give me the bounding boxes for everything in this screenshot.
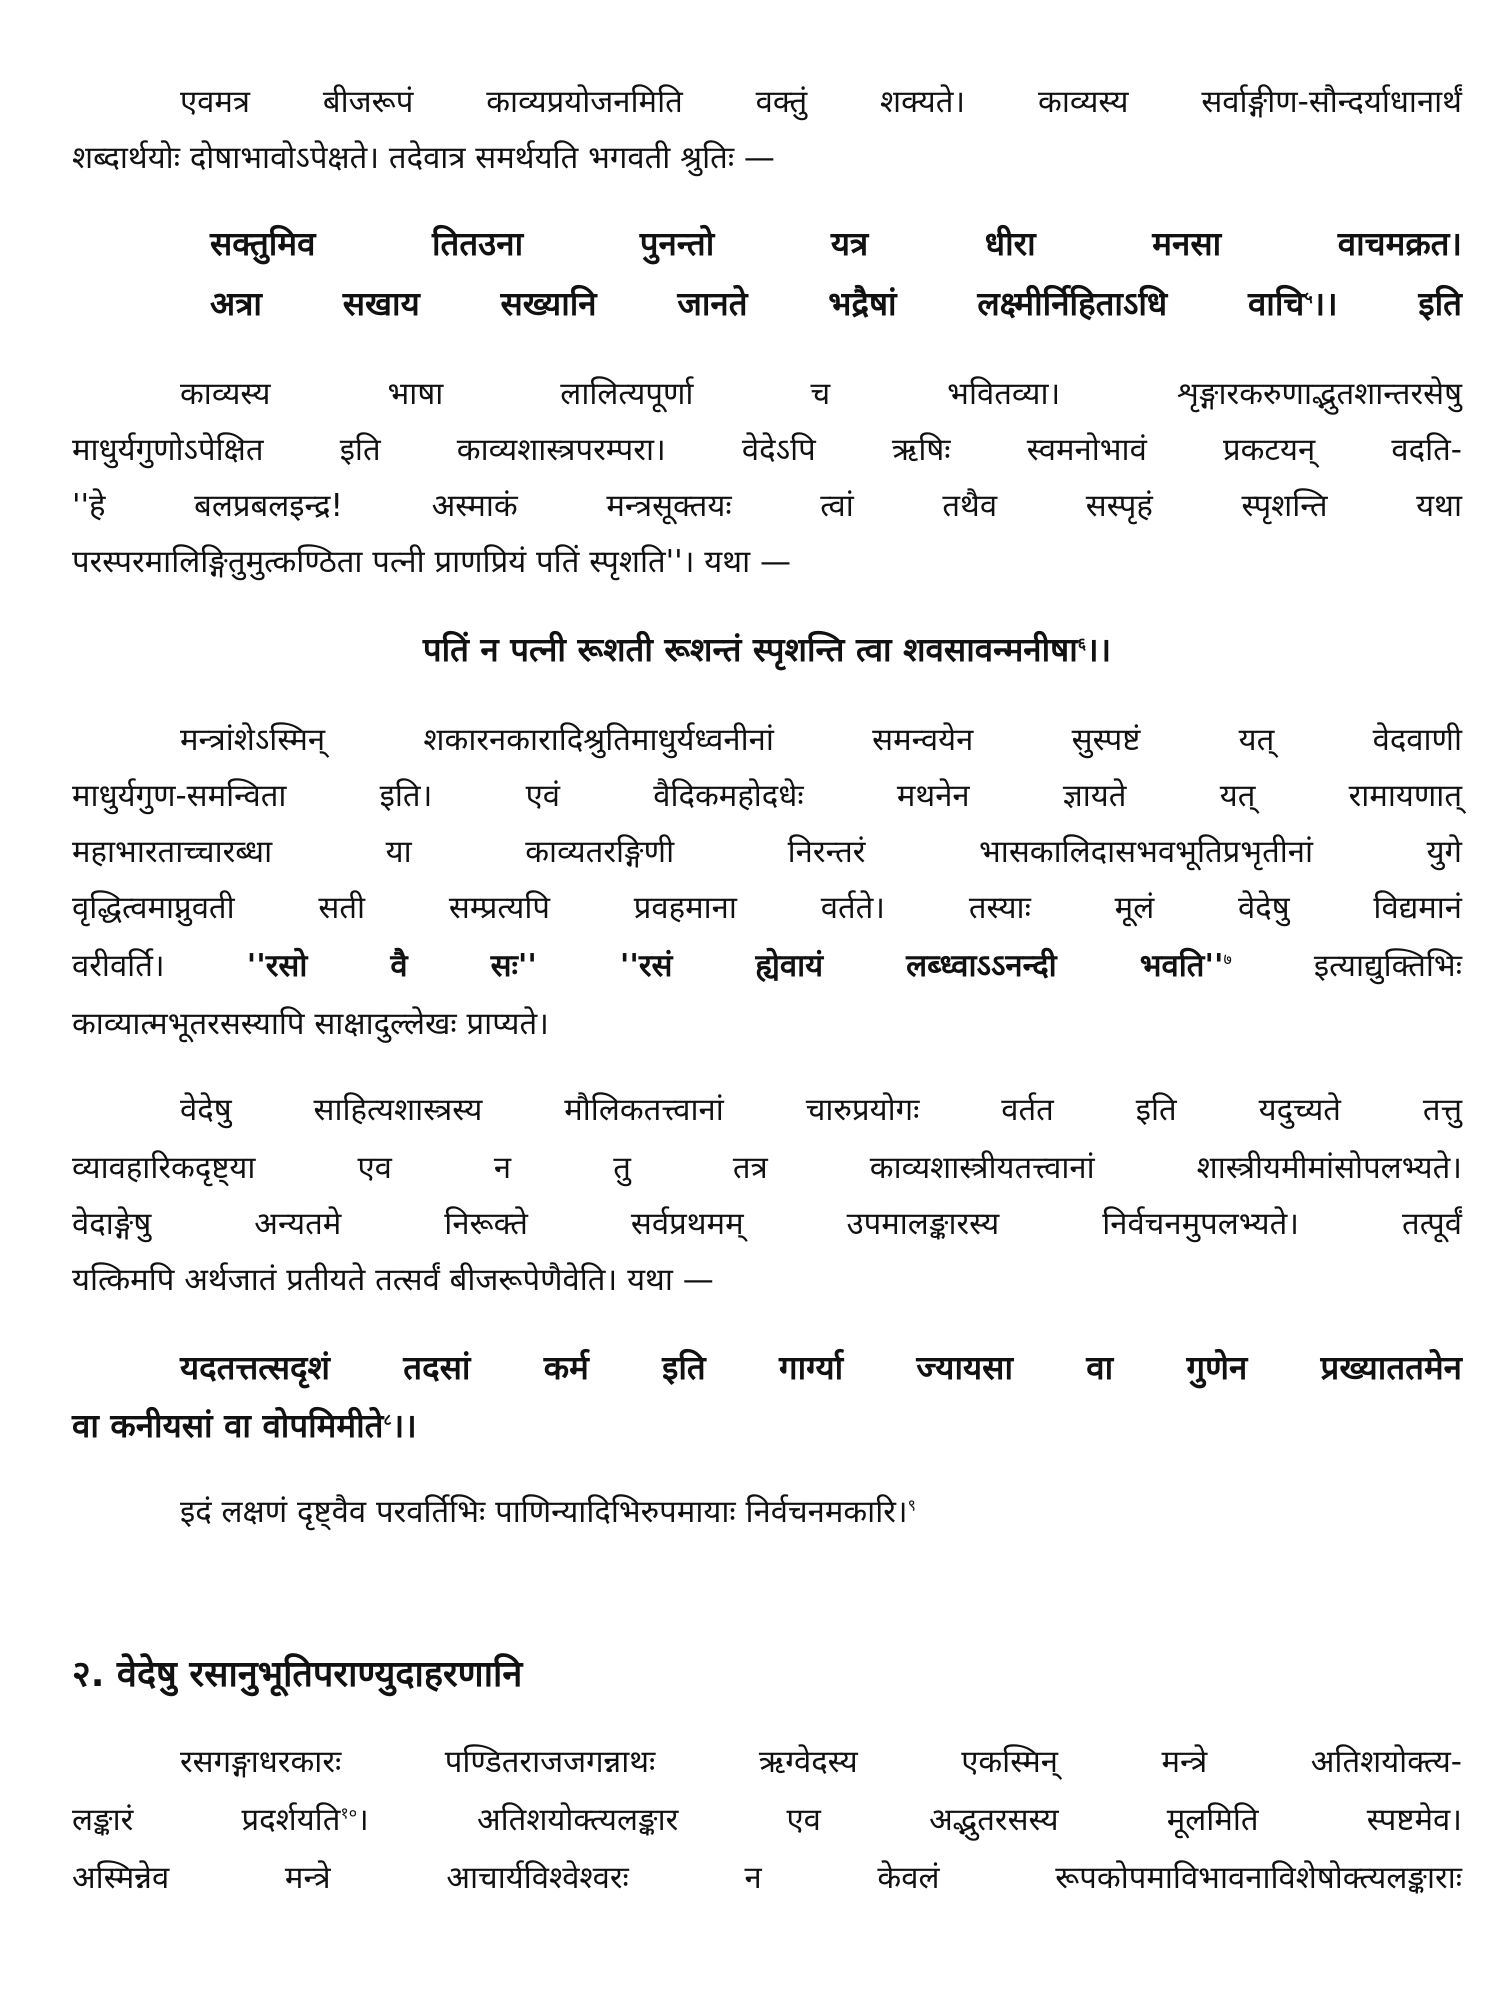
footnote-marker: १० — [340, 1803, 358, 1823]
paragraph-line — [180, 1490, 1462, 1534]
footnote-marker: ५ — [1304, 288, 1313, 307]
verse-text: अत्रा सखाय सख्यानि जानते भद्रैषां लक्ष्मीर्निहिताऽधि वाचि — [210, 284, 1305, 323]
verse-text: ।। इति — [1312, 284, 1462, 323]
text-run: लङ्कारं प्रदर्शयति — [72, 1802, 341, 1838]
paragraph-line: काव्यात्मभूतरसस्यापि साक्षादुल्लेखः प्राप्यते। — [72, 1006, 549, 1042]
paragraph-line: वेदेषु साहित्यशास्त्रस्य मौलिकतत्त्वानां चारुप्रयोगः वर्तत इति यदुच्यते तत्तु — [180, 1092, 1462, 1128]
verse-line — [72, 1404, 1462, 1448]
paragraph-line: परस्परमालिङ्गितुमुत्कण्ठिता पत्नी प्राणप्रियं पतिं स्पृशति''। यथा — — [72, 544, 791, 580]
paragraph-line: अस्मिन्नेव मन्त्रे आचार्यविश्वेश्वरः न केवलं रूपकोपमाविभावनाविशेषोक्त्यलङ्काराः — [72, 1860, 1462, 1896]
paragraph-line: व्यावहारिकदृष्ट्या एव न तु तत्र काव्यशास्त्रीयतत्त्वानां शास्त्रीयमीमांसोपलभ्यते। — [72, 1150, 1462, 1186]
text-run: इदं लक्षणं दृष्ट्वैव परवर्तिभिः पाणिन्यादिभिरुपमायाः निर्वचनमकारि। — [180, 1494, 908, 1530]
paragraph-line: शब्दार्थयोः दोषाभावोऽपेक्षते। तदेवात्र समर्थयति भगवती श्रुतिः — — [72, 140, 775, 176]
verse-text: वा कनीयसां वा वोपमिमीते — [72, 1406, 384, 1445]
footnote-marker: ९ — [907, 1495, 916, 1515]
text-run: । अतिशयोक्त्यलङ्कार एव अद्भुतरसस्य मूलमिति स्पष्टमेव। — [357, 1802, 1463, 1838]
footnote-marker: ७ — [1223, 949, 1232, 969]
paragraph-line — [72, 944, 1462, 988]
footnote-marker: ६ — [1077, 634, 1087, 653]
paragraph-line: मन्त्रांशेऽस्मिन् शकारनकारादिश्रुतिमाधुर्यध्वनीनां समन्वयेन सुस्पष्टं यत् वेदवाणी — [180, 722, 1462, 758]
verse-text: पतिं न पत्नी रूशती रूशन्तं स्पृशन्ति त्वा शवसावन्मनीषा — [422, 630, 1078, 669]
footnote-marker: ८ — [383, 1410, 392, 1429]
paragraph-line: एवमत्र बीजरूपं काव्यप्रयोजनमिति वक्तुं शक्यते। काव्यस्य सर्वाङ्गीण-सौन्दर्याधानार्थं — [180, 84, 1462, 120]
verse-line: यदतत्तत्सदृशं तदसां कर्म इति गार्ग्या ज्यायसा वा गुणेन प्रख्याततमेन — [180, 1348, 1462, 1387]
paragraph-line: वेदाङ्गेषु अन्यतमे निरूक्ते सर्वप्रथमम् उपमालङ्कारस्य निर्वचनमुपलभ्यते। तत्पूर्वं — [72, 1206, 1462, 1242]
verse-text: ।। — [1086, 630, 1112, 669]
paragraph-line: वृद्धित्वमाप्नुवती सती सम्प्रत्यपि प्रवहमाना वर्तते। तस्याः मूलं वेदेषु विद्यमानं — [72, 890, 1462, 926]
quotation: ''रसो वै सः'' ''रसं ह्येवायं लब्ध्वाऽऽनन्दी भवति'' — [246, 948, 1224, 984]
text-run: इत्याद्युक्तिभिः — [1313, 948, 1462, 984]
verse-line: सक्तुमिव तितउना पुनन्तो यत्र धीरा मनसा वाचमक्रत। — [210, 224, 1462, 263]
paragraph-line: ''हे बलप्रबलइन्द्र! अस्माकं मन्त्रसूक्तयः त्वां तथैव सस्पृहं स्पृशन्ति यथा — [72, 488, 1462, 524]
text-run: वरीवर्ति। — [72, 948, 165, 984]
verse-line — [72, 628, 1462, 672]
verse-line — [210, 282, 1462, 326]
paragraph-line: माधुर्यगुण-समन्विता इति। एवं वैदिकमहोदधेः मथनेन ज्ञायते यत् रामायणात् — [72, 778, 1462, 814]
paragraph-line: रसगङ्गाधरकारः पण्डितराजजगन्नाथः ऋग्वेदस्य एकस्मिन् मन्त्रे अतिशयोक्त्य- — [180, 1744, 1462, 1780]
verse-text: ।। — [391, 1406, 417, 1445]
paragraph-line: माधुर्यगुणोऽपेक्षित इति काव्यशास्त्रपरम्परा। वेदेऽपि ऋषिः स्वमनोभावं प्रकटयन् वदति- — [72, 432, 1462, 468]
paragraph-line — [72, 1798, 1462, 1842]
paragraph-line: महाभारताच्चारब्धा या काव्यतरङ्गिणी निरन्तरं भासकालिदासभवभूतिप्रभृतीनां युगे — [72, 834, 1462, 870]
section-heading: २. वेदेषु रसानुभूतिपराण्युदाहरणानि — [72, 1654, 523, 1695]
paragraph-line: काव्यस्य भाषा लालित्यपूर्णा च भवितव्या। शृङ्गारकरुणाद्भुतशान्तरसेषु — [180, 376, 1462, 412]
paragraph-line: यत्किमपि अर्थजातं प्रतीयते तत्सर्वं बीजरूपेणैवेति। यथा — — [72, 1262, 714, 1298]
